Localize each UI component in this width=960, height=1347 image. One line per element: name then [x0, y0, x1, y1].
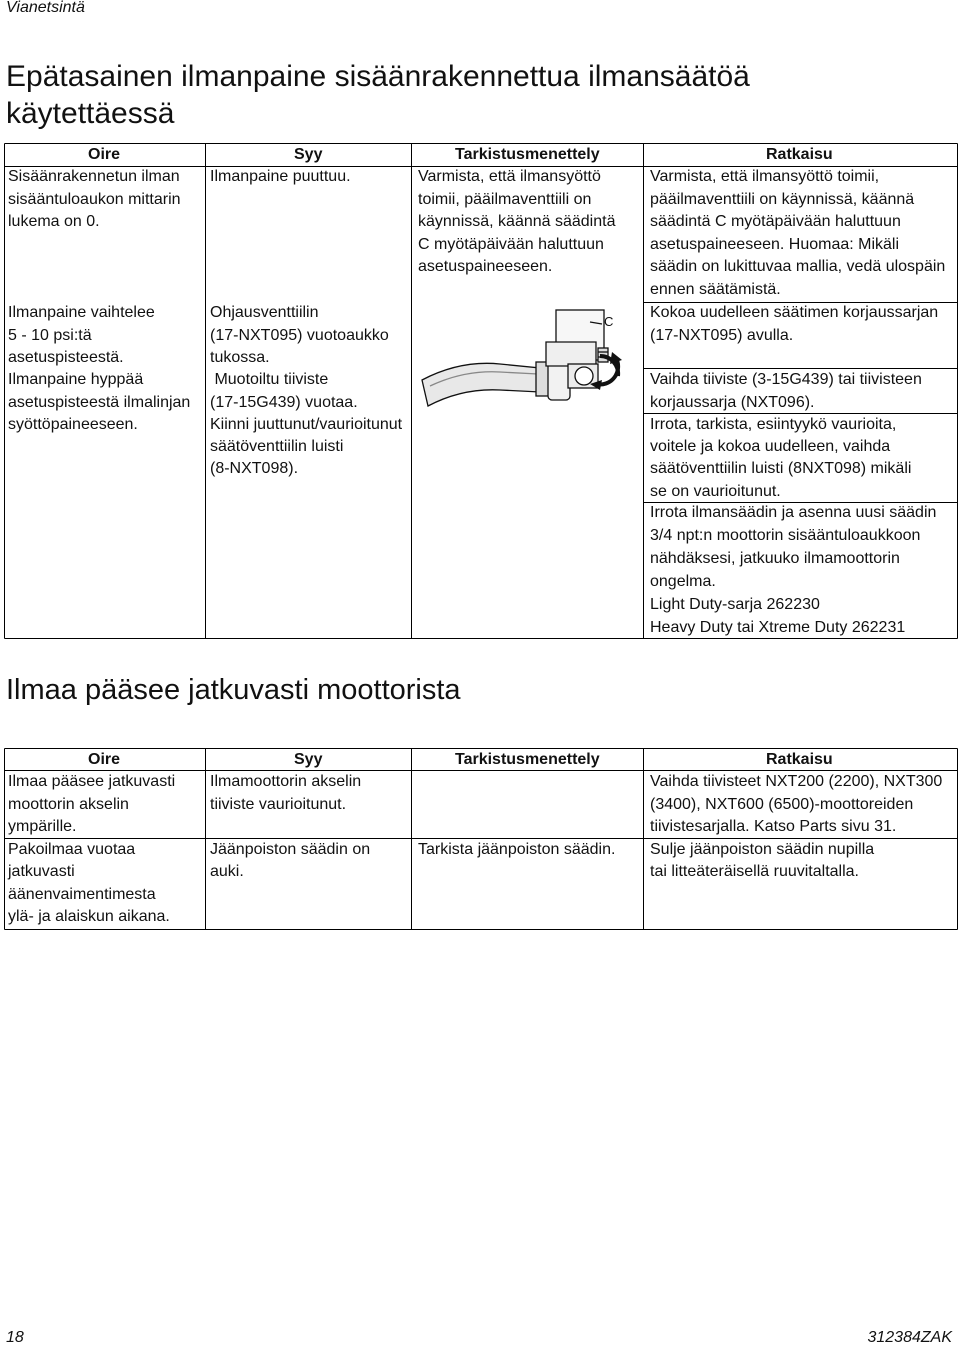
- t1-ratkaisu-line: pääilmaventtiili on käynnissä, käännä: [650, 191, 915, 208]
- t1-tarkistus-line: Varmista, että ilmansyöttö: [418, 168, 601, 185]
- t2-ratkaisu-line: tai litteäteräisellä ruuvitaltalla.: [650, 863, 859, 880]
- t1-ratkaisu-line: Kokoa uudelleen säätimen korjaussarjan: [650, 304, 939, 321]
- figure-label-c: C: [604, 314, 614, 329]
- t1-header-oire: Oire: [88, 146, 121, 163]
- t1-tarkistus-line: käynnissä, käännä säädintä: [418, 213, 616, 230]
- t1-ratkaisu-line: Vaihda tiiviste (3-15G439) tai tiivisteen: [650, 371, 922, 388]
- t2-oire-line: ylä- ja alaiskun aikana.: [8, 908, 170, 925]
- t1-tarkistus-line: toimii, pääilmaventtiili on: [418, 191, 592, 208]
- t2-ratkaisu-line: Sulje jäänpoiston säädin nupilla: [650, 841, 875, 858]
- document-code: 312384ZAK: [867, 1329, 952, 1346]
- t1-ratkaisu-line: korjaussarja (NXT096).: [650, 394, 815, 411]
- page-number: 18: [6, 1329, 24, 1346]
- t1-ratkaisu-line: asetuspaineeseen. Huomaa: Mikäli: [650, 236, 900, 253]
- t1-ratkaisu-line: Irrota ilmansäädin ja asenna uusi säädin: [650, 504, 937, 521]
- t2-oire-line: Pakoilmaa vuotaa: [8, 841, 136, 858]
- t1-ratkaisu-line: nähdäksesi, jatkuuko ilmamoottorin: [650, 550, 900, 567]
- t2-header-ratkaisu: Ratkaisu: [766, 751, 833, 768]
- t1-oire-line: syöttöpaineeseen.: [8, 416, 138, 433]
- t2-oire-line: moottorin akselin: [8, 796, 129, 813]
- t1-syy-line: (8-NXT098).: [210, 460, 299, 477]
- t1-ratkaisu-line: Heavy Duty tai Xtreme Duty 262231: [650, 619, 906, 636]
- t1-ratkaisu-line: se on vaurioitunut.: [650, 483, 781, 500]
- t1-oire-line: Ilmanpaine hyppää: [8, 371, 144, 388]
- t1-oire-line: sisääntuloaukon mittarin: [8, 191, 181, 208]
- t1-oire-line: asetuspisteestä.: [8, 349, 124, 366]
- t2-header-oire: Oire: [88, 751, 121, 768]
- t1-tarkistus-line: asetuspaineeseen.: [418, 258, 553, 275]
- t1-oire-line: 5 - 10 psi:tä: [8, 327, 92, 344]
- t1-syy-line: (17-15G439) vuotaa.: [210, 394, 358, 411]
- section1-title-line1: Epätasainen ilmanpaine sisäänrakennettua ilmansäätöä: [6, 60, 750, 93]
- running-head: Vianetsintä: [6, 0, 85, 16]
- t1-ratkaisu-line: Varmista, että ilmansyöttö toimii,: [650, 168, 880, 185]
- section2-title: Ilmaa pääsee jatkuvasti moottorista: [6, 674, 461, 706]
- t2-syy-line: Ilmamoottorin akselin: [210, 773, 362, 790]
- t2-oire-line: äänenvaimentimesta: [8, 886, 156, 903]
- t2-ratkaisu-line: Vaihda tiivisteet NXT200 (2200), NXT300: [650, 773, 943, 790]
- t1-ratkaisu-line: Irrota, tarkista, esiintyykö vaurioita,: [650, 416, 897, 433]
- t2-syy-line: tiiviste vaurioitunut.: [210, 796, 347, 813]
- t1-header-ratkaisu: Ratkaisu: [766, 146, 833, 163]
- t2-tarkistus-line: Tarkista jäänpoiston säädin.: [418, 841, 616, 858]
- t1-header-syy: Syy: [294, 146, 323, 163]
- t1-ratkaisu-line: säädintä C myötäpäivään haluttuun: [650, 213, 901, 230]
- t1-oire-line: asetuspisteestä ilmalinjan: [8, 394, 191, 411]
- t1-ratkaisu-line: voitele ja kokoa uudelleen, vaihda: [650, 438, 891, 455]
- t1-oire-line: Ilmanpaine vaihtelee: [8, 304, 155, 321]
- regulator-illustration: [420, 302, 635, 417]
- t2-ratkaisu-line: (3400), NXT600 (6500)-moottoreiden: [650, 796, 914, 813]
- t1-syy-line: säätöventtiilin luisti: [210, 438, 344, 455]
- t1-syy-line: Muotoiltu tiiviste: [210, 371, 329, 388]
- t2-syy-line: Jäänpoiston säädin on: [210, 841, 371, 858]
- t1-oire-line: Sisäänrakennetun ilman: [8, 168, 180, 185]
- t1-ratkaisu-line: ongelma.: [650, 573, 716, 590]
- t1-ratkaisu-line: säädin on lukittuvaa mallia, vedä ulospäin: [650, 258, 946, 275]
- t1-ratkaisu-line: ennen säätämistä.: [650, 281, 781, 298]
- t2-oire-line: Ilmaa pääsee jatkuvasti: [8, 773, 176, 790]
- t2-header-syy: Syy: [294, 751, 323, 768]
- t2-header-tarkistus: Tarkistusmenettely: [455, 751, 600, 768]
- t1-syy-line: tukossa.: [210, 349, 270, 366]
- t1-oire-line: lukema on 0.: [8, 213, 100, 230]
- t2-oire-line: jatkuvasti: [8, 863, 75, 880]
- t1-ratkaisu-line: Light Duty-sarja 262230: [650, 596, 820, 613]
- t1-ratkaisu-line: (17-NXT095) avulla.: [650, 327, 794, 344]
- t1-syy-line: Ohjausventtiilin: [210, 304, 319, 321]
- t1-tarkistus-line: C myötäpäivään haluttuun: [418, 236, 604, 253]
- t2-syy-line: auki.: [210, 863, 244, 880]
- t2-oire-line: ympärille.: [8, 818, 77, 835]
- t1-header-tarkistus: Tarkistusmenettely: [455, 146, 600, 163]
- t2-ratkaisu-line: tiivistesarjalla. Katso Parts sivu 31.: [650, 818, 897, 835]
- section1-title-line2: käytettäessä: [6, 97, 175, 130]
- t1-syy-line: Kiinni juuttunut/vaurioitunut: [210, 416, 403, 433]
- t1-syy-line: Ilmanpaine puuttuu.: [210, 168, 351, 185]
- t1-syy-line: (17-NXT095) vuotoaukko: [210, 327, 389, 344]
- t1-ratkaisu-line: säätöventtiilin luisti (8NXT098) mikäli: [650, 460, 912, 477]
- t1-ratkaisu-line: 3/4 npt:n moottorin sisääntuloaukkoon: [650, 527, 921, 544]
